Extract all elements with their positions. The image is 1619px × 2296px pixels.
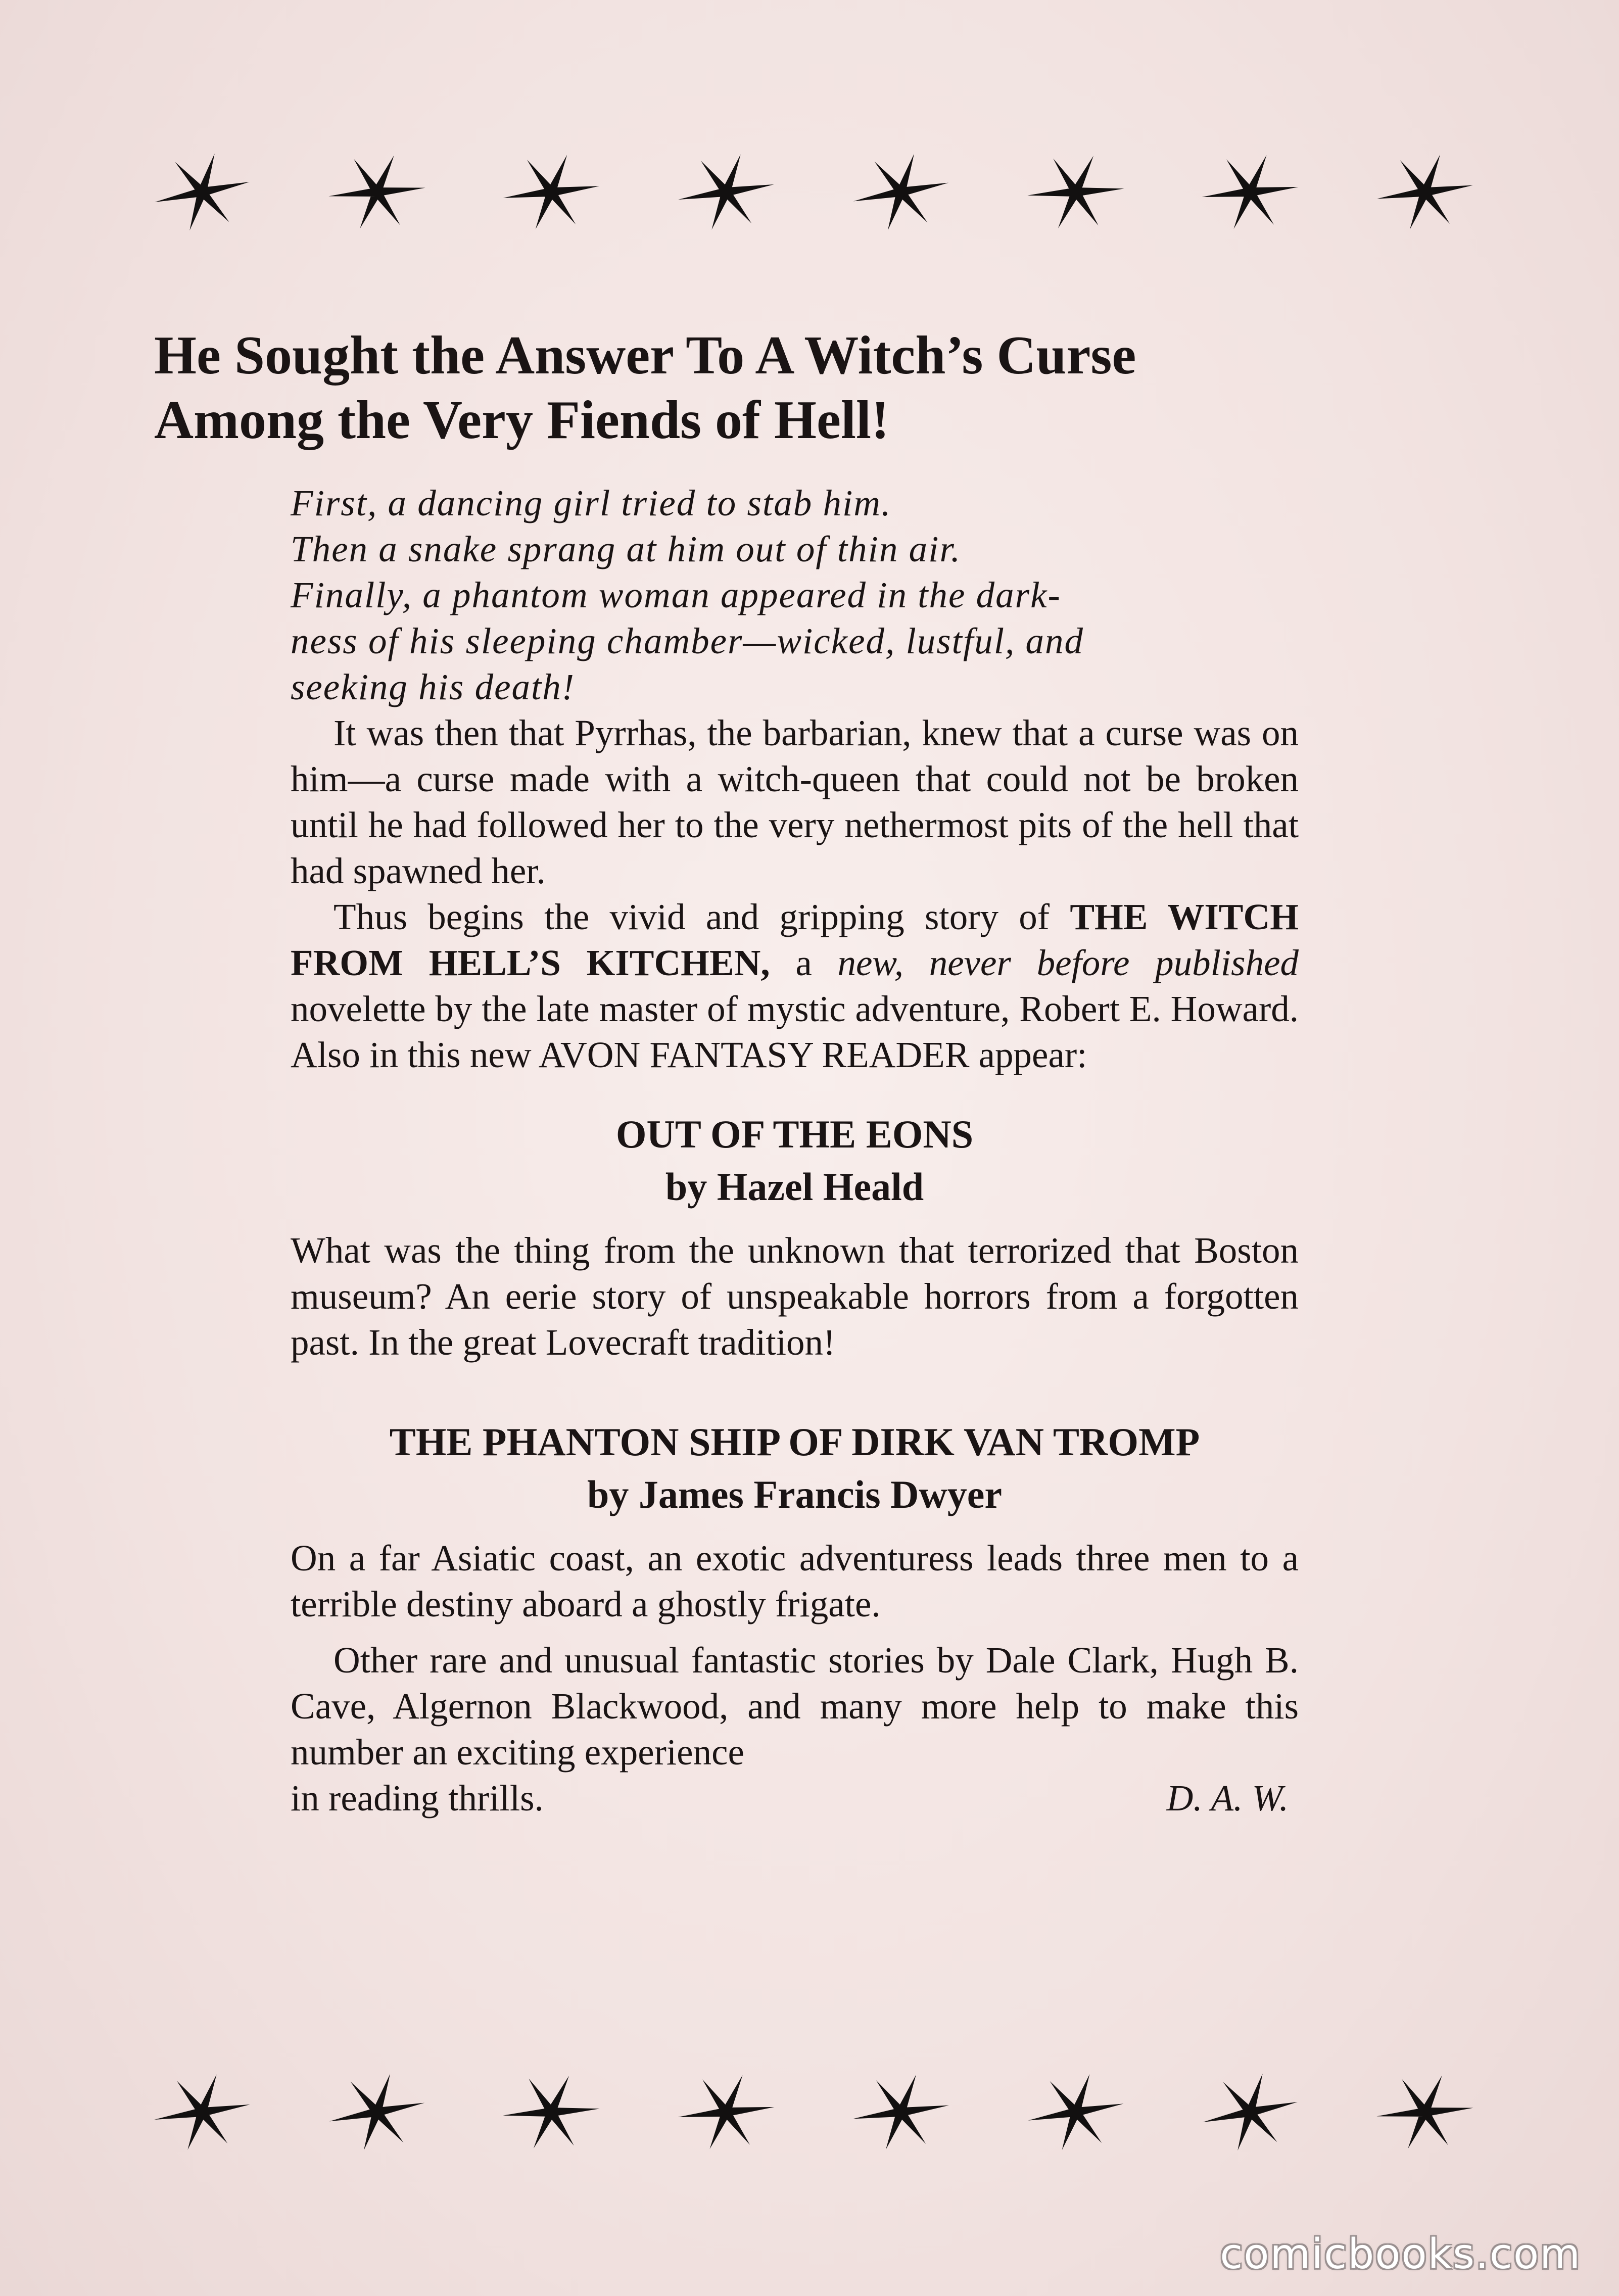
paragraph-intro-story bbox=[291, 894, 1299, 1078]
story-title: OUT OF THE EONS bbox=[615, 1112, 974, 1156]
six-point-star-icon bbox=[501, 2062, 602, 2163]
paragraph-text: Thus begins the vivid and gripping story of bbox=[334, 896, 1070, 937]
six-point-star-icon bbox=[326, 141, 427, 243]
intro-line: ness of his sleeping chamber—wicked, lustful, and bbox=[291, 620, 1084, 661]
six-point-star-icon bbox=[1200, 141, 1301, 243]
six-point-star-icon bbox=[1374, 141, 1475, 243]
paragraph-curse: It was then that Pyrrhas, the barbarian, knew that a curse was on him—a curse made with a witch-queen that could not be broken until he had followed her to the very nethermost pits of the hell that had spawned her. bbox=[291, 712, 1299, 891]
intro-line: Finally, a phantom woman appeared in the dark- bbox=[291, 575, 1061, 615]
six-point-star-icon bbox=[1025, 141, 1126, 243]
top-star-border bbox=[152, 136, 1475, 248]
paragraph-text: a bbox=[770, 942, 838, 983]
story-blurb: What was the thing from the unknown that terrorized that Boston museum? An eerie story of unspeakable horrors from a forgotten past. In the great Lovecraft tradition! bbox=[291, 1230, 1299, 1363]
intro-italic bbox=[291, 480, 1299, 710]
watermark: comicbooks.com bbox=[1220, 2230, 1581, 2278]
story-title: THE PHANTON SHIP OF DIRK VAN TROMP bbox=[389, 1420, 1200, 1464]
paragraph-italic-text: new, never before published bbox=[837, 942, 1299, 983]
headline-line-1: He Sought the Answer To A Witch’s Curse bbox=[154, 325, 1136, 386]
closing-paragraph: Other rare and unusual fantastic stories by Dale Clark, Hugh B. Cave, Algernon Blackwood, and many more help to make this number an exciting experience bbox=[291, 1640, 1299, 1773]
signature: D. A. W. bbox=[1166, 1778, 1289, 1819]
closing-last-line bbox=[291, 1775, 1299, 1821]
story-author: by Hazel Heald bbox=[665, 1165, 924, 1209]
headline-line-2: Among the Very Fiends of Hell! bbox=[154, 390, 889, 450]
six-point-star-icon bbox=[676, 2062, 777, 2163]
six-point-star-icon bbox=[501, 141, 602, 243]
closing-last-line-text: in reading thrills. bbox=[291, 1778, 544, 1819]
six-point-star-icon bbox=[1025, 2062, 1126, 2163]
intro-line: seeking his death! bbox=[291, 666, 576, 707]
blurb-body bbox=[291, 480, 1299, 1821]
six-point-star-icon bbox=[152, 2062, 253, 2163]
story-author: by James Francis Dwyer bbox=[587, 1472, 1003, 1516]
six-point-star-icon bbox=[850, 141, 951, 243]
six-point-star-icon bbox=[326, 2062, 427, 2163]
intro-line: First, a dancing girl tried to stab him. bbox=[291, 483, 892, 523]
bottom-star-border bbox=[152, 2056, 1475, 2168]
six-point-star-icon bbox=[676, 141, 777, 243]
six-point-star-icon bbox=[1374, 2062, 1475, 2163]
six-point-star-icon bbox=[850, 2062, 951, 2163]
featured-story-title: THE WITCH FROM HELL’S KITCHEN, bbox=[291, 896, 1299, 983]
six-point-star-icon bbox=[1200, 2062, 1301, 2163]
intro-line: Then a snake sprang at him out of thin air. bbox=[291, 529, 962, 569]
story-blurb: On a far Asiatic coast, an exotic adventuress leads three men to a terrible destiny aboard a ghostly frigate. bbox=[291, 1538, 1299, 1624]
headline bbox=[154, 323, 1417, 453]
paragraph-text: novelette by the late master of mystic adventure, Robert E. Howard. Also in this new AVON FANTASY READER appear: bbox=[291, 988, 1299, 1075]
six-point-star-icon bbox=[152, 141, 253, 243]
